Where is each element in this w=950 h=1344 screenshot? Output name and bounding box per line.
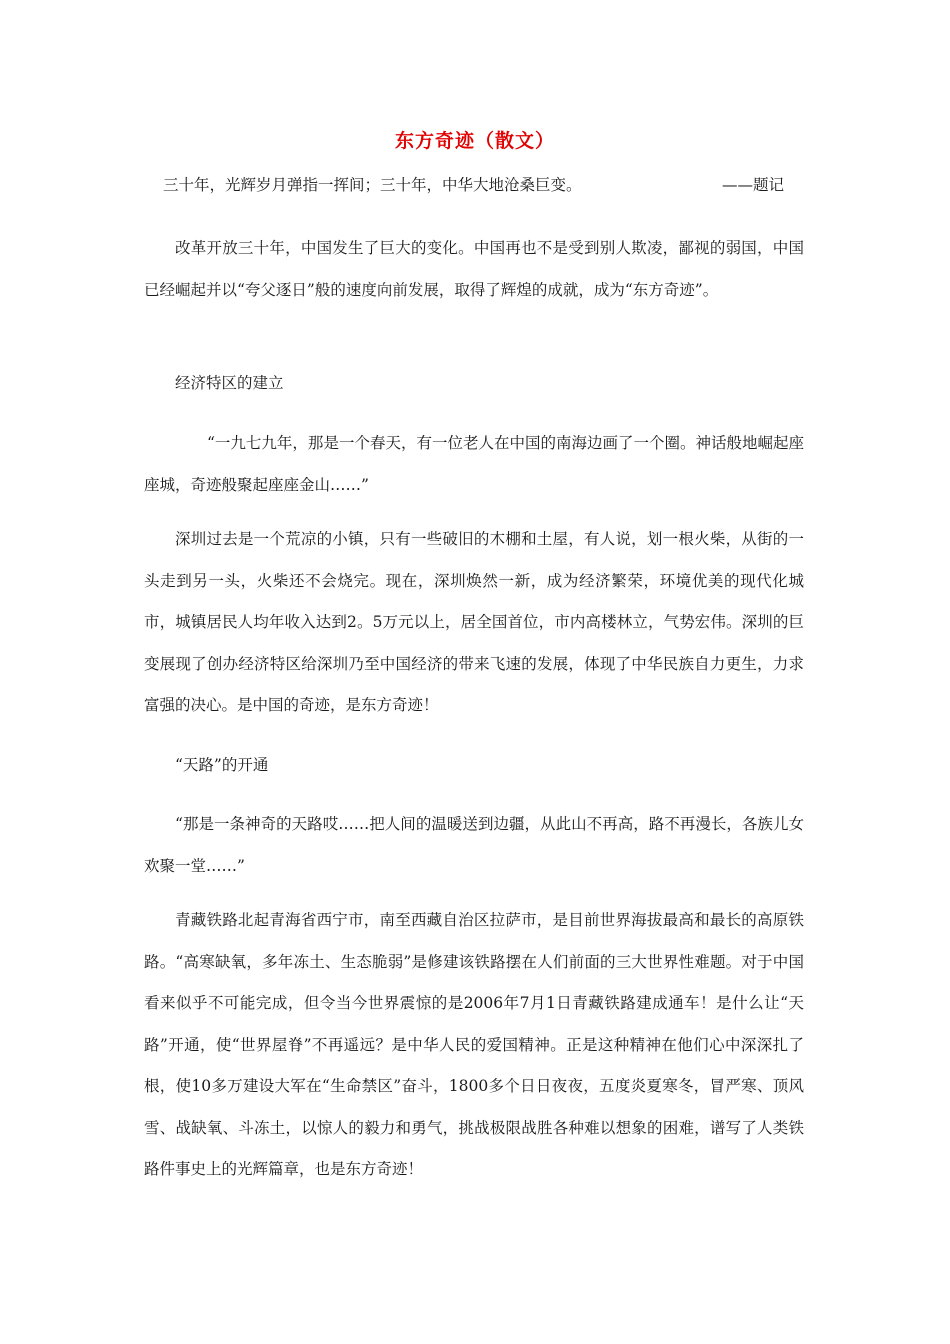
intro-paragraph: 改革开放三十年，中国发生了巨大的变化。中国再也不是受到别人欺凌，鄙视的弱国，中国已经崛起并以“夸父逐日”般的速度向前发展，取得了辉煌的成就，成为“东方奇迹”。 — [144, 239, 804, 299]
section1-body: 深圳过去是一个荒凉的小镇，只有一些破旧的木棚和土屋，有人说，划一根火柴，从街的一头走到另一头，火柴还不会烧完。现在，深圳焕然一新，成为经济繁荣，环境优美的现代化城市，城镇居民人均年收入达到2。5万元以上，居全国首位，市内高楼林立，气势宏伟。深圳的巨变展现了创办经济特区给深圳乃至中国经济的带来飞速的发展，体现了中华民族自力更生，力求富强的决心。是中国的奇迹，是东方奇迹！ — [144, 530, 804, 714]
document-title: 东方奇迹（散文） — [394, 130, 555, 152]
epigraph-attribution: ——题记 — [722, 176, 785, 194]
section2-quote: “那是一条神奇的天路哎……把人间的温暖送到边疆，从此山不再高，路不再漫长，各族儿女欢聚一堂……” — [144, 815, 804, 875]
section-heading-sky-road: “天路”的开通 — [175, 756, 269, 774]
section1-quote: “一九七九年，那是一个春天，有一位老人在中国的南海边画了一个圈。神话般地崛起座座城，奇迹般聚起座座金山……” — [144, 434, 804, 494]
epigraph-text: 三十年，光辉岁月弹指一挥间；三十年，中华大地沧桑巨变。 — [163, 176, 582, 194]
section-heading-economic-zone: 经济特区的建立 — [175, 374, 284, 392]
section2-body: 青藏铁路北起青海省西宁市，南至西藏自治区拉萨市，是目前世界海拔最高和最长的高原铁路。“高寒缺氧，多年冻土、生态脆弱”是修建该铁路摆在人们前面的三大世界性难题。对于中国看来似乎不可能完成，但令当今世界震惊的是2006年7月1日青藏铁路建成通车！是什么让“天路”开通，使“世界屋脊”不再遥远？是中华人民的爱国精神。正是这种精神在他们心中深深扎了根，使10多万建设大军在“生命禁区”奋斗，1800多个日日夜夜，五度炎夏寒冬，冒严寒、顶风雪、战缺氧、斗冻土，以惊人的毅力和勇气，挑战极限战胜各种难以想象的困难，谱写了人类铁路件事史上的光辉篇章，也是东方奇迹！ — [144, 911, 804, 1178]
